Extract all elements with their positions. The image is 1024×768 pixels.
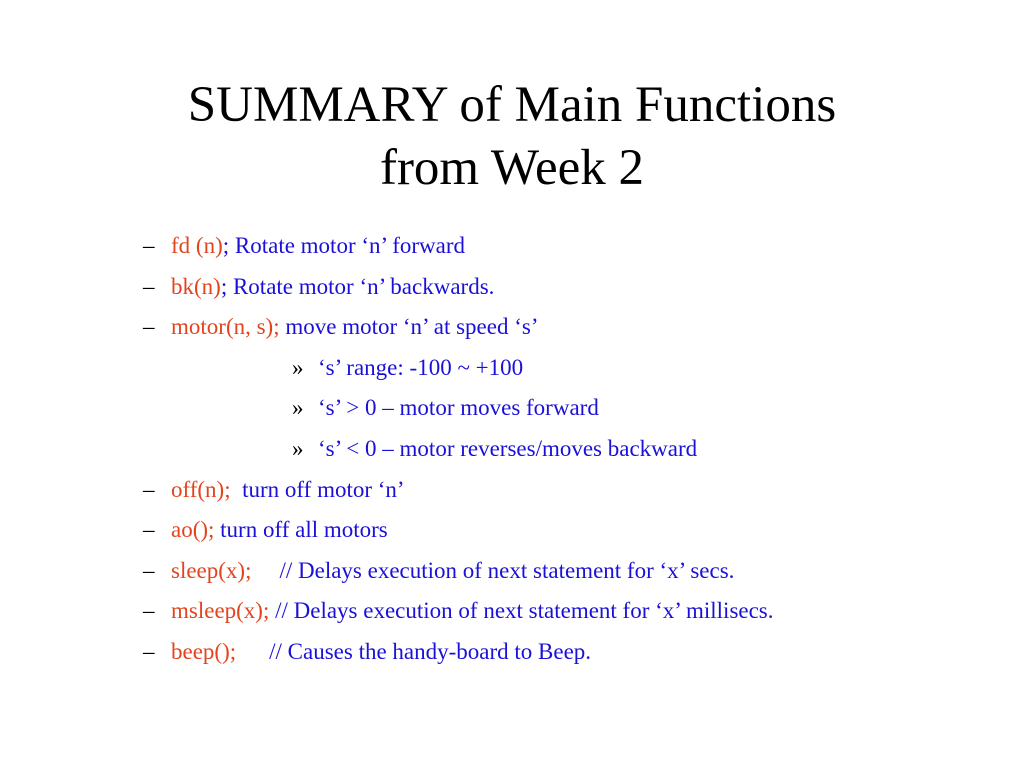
dash-marker: – <box>143 233 155 258</box>
function-description: move motor ‘n’ at speed ‘s’ <box>279 314 539 340</box>
sub-item-text: ‘s’ > 0 – motor moves forward <box>318 395 599 421</box>
sub-item-text: ‘s’ < 0 – motor reverses/moves backward <box>318 435 698 461</box>
list-item-msleep <box>0 591 1024 632</box>
list-item-bk <box>0 267 1024 308</box>
function-name: fd (n) <box>171 233 223 258</box>
dash-marker: – <box>143 476 155 502</box>
function-list <box>0 226 1024 673</box>
function-name: sleep(x); <box>171 557 252 583</box>
function-name: beep(); <box>171 638 237 664</box>
function-name: msleep(x); <box>171 598 270 624</box>
function-name: off(n); <box>171 476 231 502</box>
dash-marker: – <box>143 638 155 664</box>
sub-item-range <box>0 348 1024 389</box>
sub-marker: » <box>292 435 304 461</box>
dash-marker: – <box>143 273 155 299</box>
sub-marker: » <box>292 395 304 421</box>
list-item-motor <box>0 307 1024 348</box>
list-item-content <box>171 307 539 347</box>
sub-item-forward <box>0 388 1024 429</box>
list-item-off <box>0 470 1024 511</box>
list-item-sleep <box>0 551 1024 592</box>
dash-marker: – <box>143 557 155 583</box>
slide-title-line-2: from Week 2 <box>379 140 645 196</box>
list-item-content <box>171 267 494 307</box>
function-name: bk(n) <box>171 273 221 299</box>
function-description: turn off all motors <box>214 517 388 543</box>
function-name: motor(n, s); <box>171 314 280 340</box>
slide-title <box>0 74 1024 200</box>
list-item-content <box>171 551 734 591</box>
dash-marker: – <box>143 598 155 624</box>
function-name: ao(); <box>171 517 215 543</box>
function-description: // Causes the handy-board to Beep. <box>269 638 592 664</box>
sub-item-reverse <box>0 429 1024 470</box>
function-description: ; Rotate motor ‘n’ backwards. <box>220 273 495 299</box>
function-description: turn off motor ‘n’ <box>230 476 405 502</box>
list-item-content <box>171 470 405 510</box>
sub-item-text: ‘s’ range: -100 ~ +100 <box>318 354 524 380</box>
list-item-content <box>171 591 774 631</box>
list-item-content <box>171 632 591 672</box>
function-description: // Delays execution of next statement for ‘x’ secs. <box>279 557 735 583</box>
function-description: // Delays execution of next statement for ‘x’ millisecs. <box>269 598 774 624</box>
slide-title-line-1: SUMMARY of Main Functions <box>187 77 837 133</box>
sub-marker: » <box>292 354 304 380</box>
dash-marker: – <box>143 517 155 543</box>
dash-marker: – <box>143 314 155 340</box>
list-item-content <box>171 510 388 550</box>
list-item-content <box>171 226 465 266</box>
function-description: ; Rotate motor ‘n’ forward <box>222 233 466 258</box>
list-item-fd <box>0 226 1024 267</box>
list-item-ao <box>0 510 1024 551</box>
list-item-beep <box>0 632 1024 673</box>
